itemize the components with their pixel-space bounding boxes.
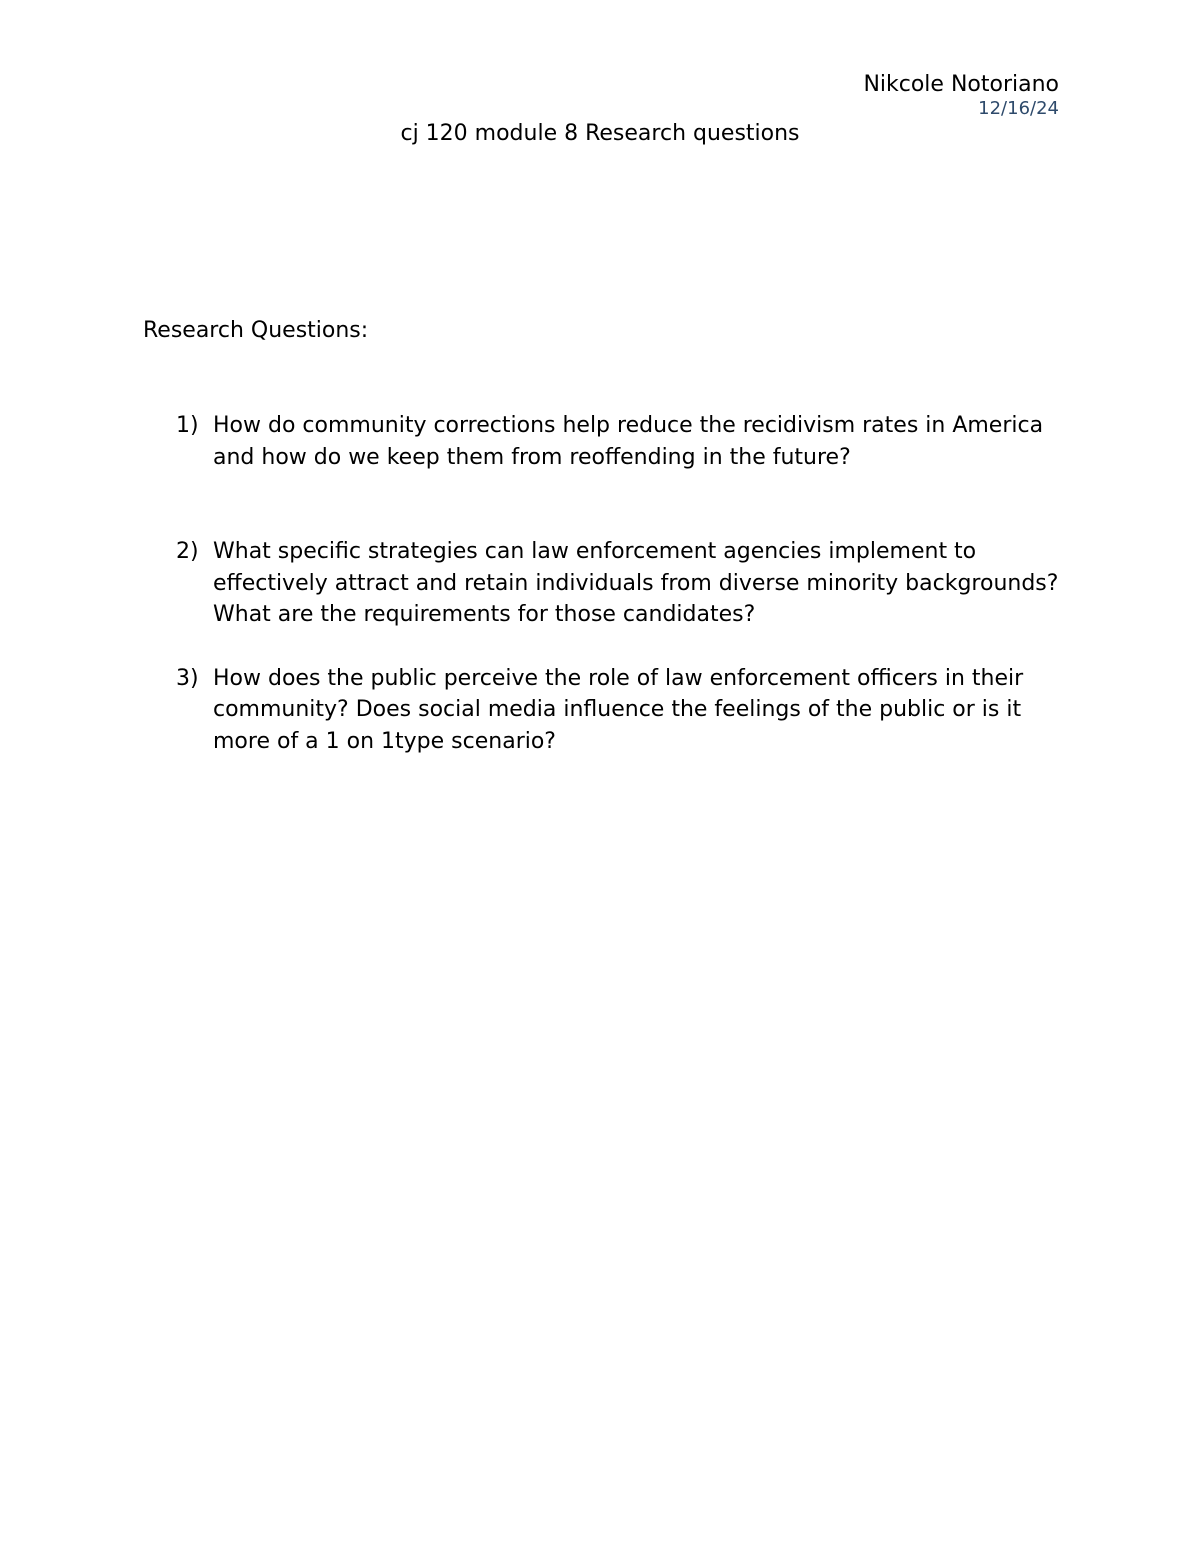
list-item: [176, 536, 1076, 631]
list-item: [176, 410, 1076, 473]
list-item-text: How does the public perceive the role of law enforcement officers in their community? Does social media influence the feelings of the public or is it more of a 1 on 1type scenario?: [213, 665, 1024, 754]
list-item-number: 1): [176, 413, 199, 438]
list-item: [176, 663, 1076, 758]
document-title: cj 120 module 8 Research questions: [400, 121, 800, 146]
list-item-number: 3): [176, 665, 199, 691]
section-heading: Research Questions:: [143, 318, 369, 343]
list-item-text: How do community corrections help reduce the recidivism rates in America and how do we keep them from reoffending in the future?: [213, 413, 1044, 470]
list-item-text: What specific strategies can law enforcement agencies implement to effectively attract and retain individuals from diverse minority backgrounds? What are the requirements for those candidates?: [213, 539, 1059, 627]
research-question-list: [176, 410, 1076, 757]
author-name: Nikcole Notoriano: [863, 72, 1059, 97]
header-block: [863, 72, 1059, 120]
list-item-number: 2): [176, 539, 199, 564]
document-date: 12/16/24: [978, 98, 1059, 119]
